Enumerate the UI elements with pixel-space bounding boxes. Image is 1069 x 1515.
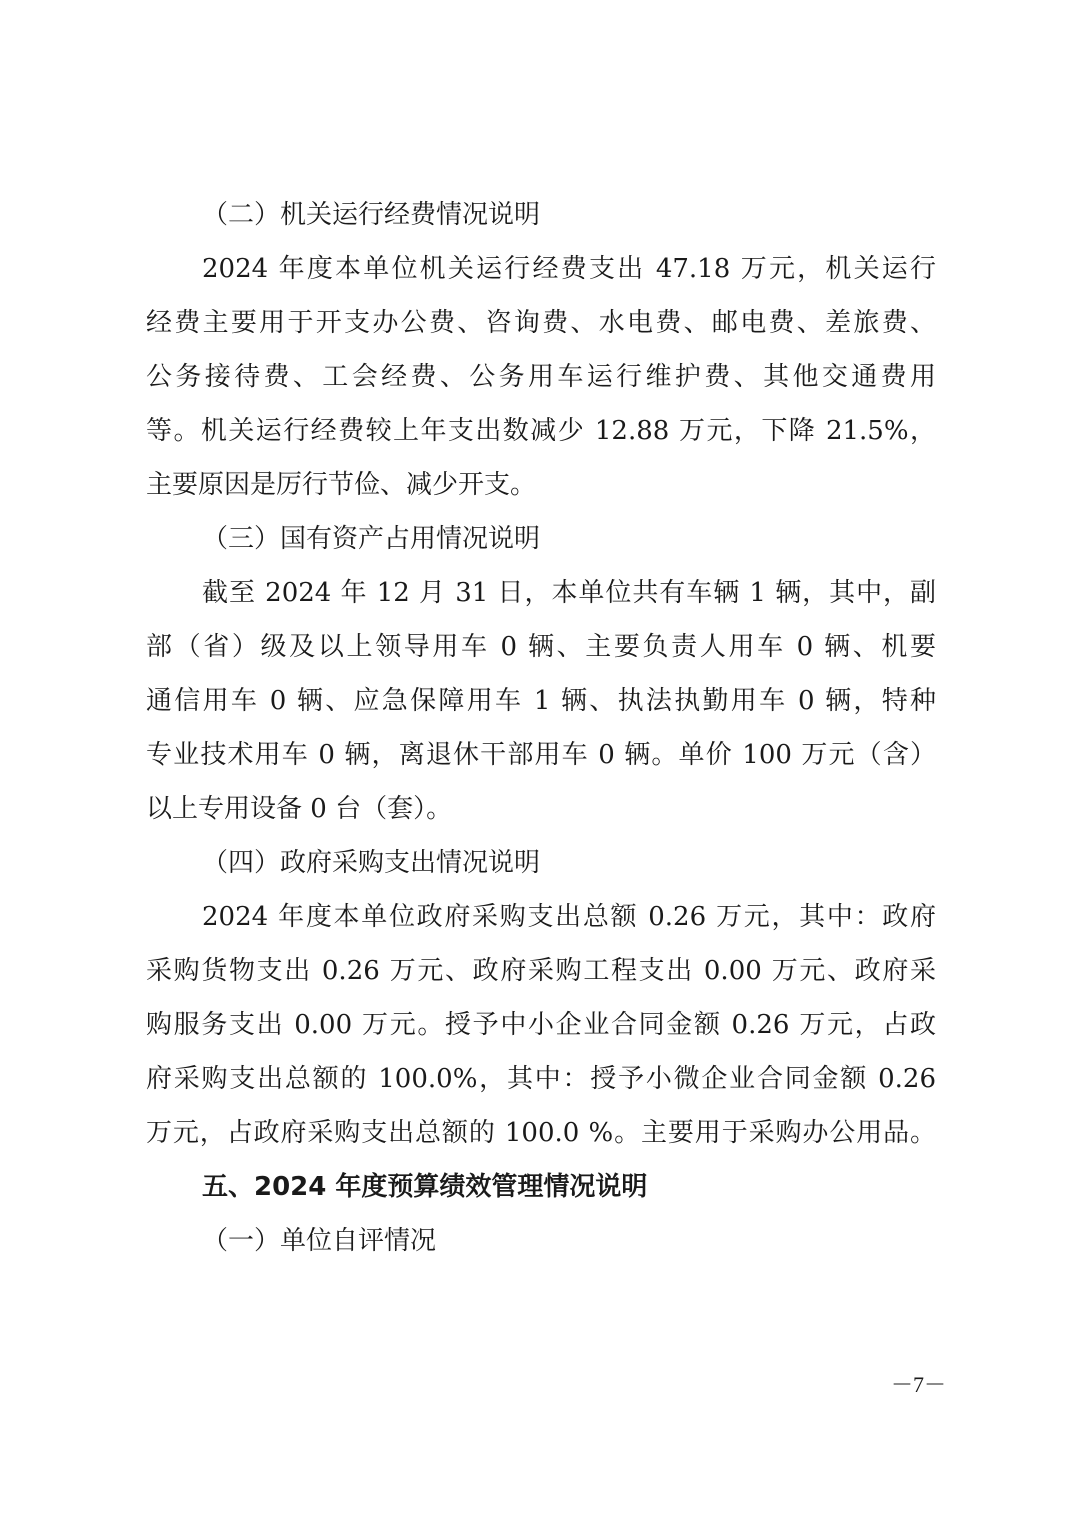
document-body [146, 188, 936, 1268]
page-number: －7－ [890, 1372, 946, 1397]
paragraph-line: 专业技术用车 0 辆，离退休干部用车 0 辆。单价 100 万元（含） [146, 740, 936, 770]
paragraph-line: 2024 年度本单位政府采购支出总额 0.26 万元，其中：政府 [202, 902, 936, 932]
subsection-heading-self-evaluation: （一）单位自评情况 [202, 1226, 437, 1256]
paragraph-line: 万元，占政府采购支出总额的 100.0 %。主要用于采购办公用品。 [146, 1118, 936, 1148]
paragraph-line: 2024 年度本单位机关运行经费支出 47.18 万元，机关运行 [202, 254, 936, 284]
paragraph-line: 等。机关运行经费较上年支出数减少 12.88 万元，下降 21.5%， [146, 416, 936, 446]
paragraph-line: 截至 2024 年 12 月 31 日，本单位共有车辆 1 辆，其中，副 [202, 578, 936, 608]
section-heading-performance-management: 五、2024 年度预算绩效管理情况说明 [202, 1172, 648, 1202]
section-heading-operating-expenses: （二）机关运行经费情况说明 [202, 200, 541, 230]
paragraph-line: 经费主要用于开支办公费、咨询费、水电费、邮电费、差旅费、 [146, 308, 936, 338]
paragraph-line: 采购货物支出 0.26 万元、政府采购工程支出 0.00 万元、政府采 [146, 956, 936, 986]
section-heading-state-assets: （三）国有资产占用情况说明 [202, 524, 541, 554]
paragraph-line: 购服务支出 0.00 万元。授予中小企业合同金额 0.26 万元，占政 [146, 1010, 936, 1040]
paragraph-line: 通信用车 0 辆、应急保障用车 1 辆、执法执勤用车 0 辆，特种 [146, 686, 936, 716]
paragraph-line: 部（省）级及以上领导用车 0 辆、主要负责人用车 0 辆、机要 [146, 632, 936, 662]
paragraph-line: 府采购支出总额的 100.0%，其中：授予小微企业合同金额 0.26 [146, 1064, 936, 1094]
paragraph-line: 公务接待费、工会经费、公务用车运行维护费、其他交通费用 [146, 362, 936, 392]
section-heading-government-procurement: （四）政府采购支出情况说明 [202, 848, 541, 878]
paragraph-line: 主要原因是厉行节俭、减少开支。 [146, 470, 537, 500]
paragraph-line: 以上专用设备 0 台（套）。 [146, 794, 453, 824]
